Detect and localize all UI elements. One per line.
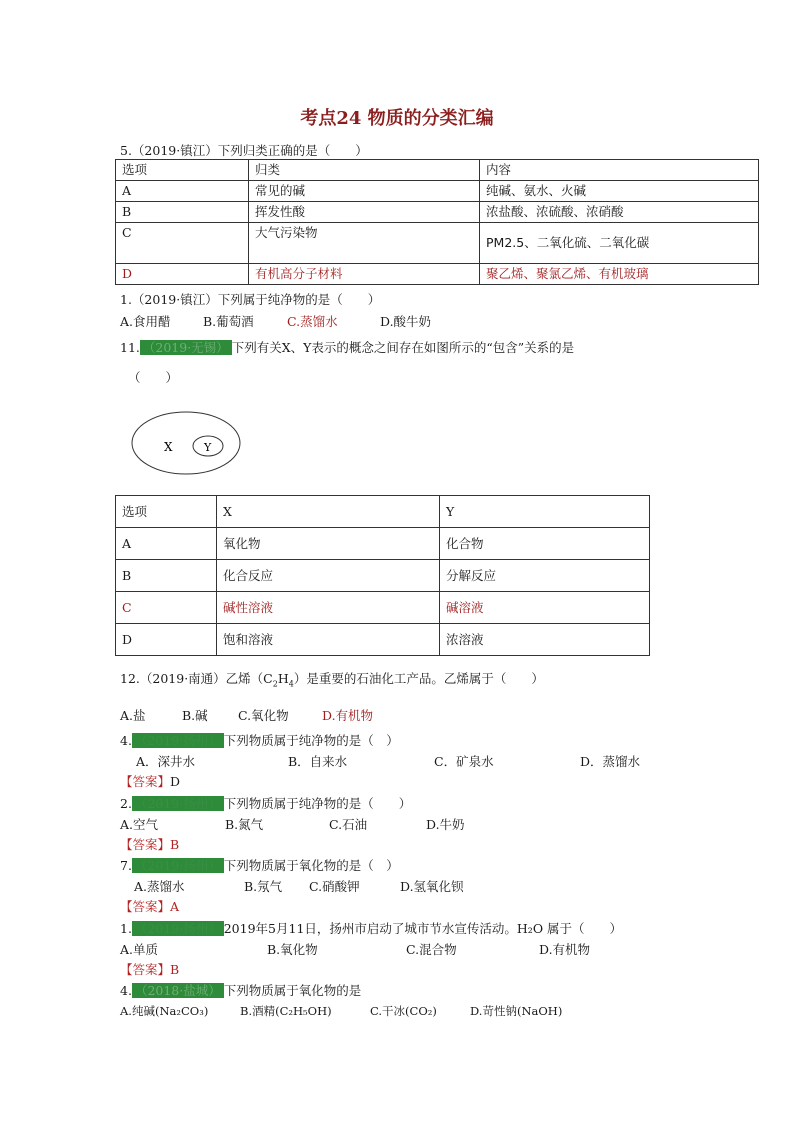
table-cell: 化合反应	[217, 560, 440, 592]
stem-text: 下列有关X、Y表示的概念之间存在如图所示的“包含”关系的是	[231, 340, 575, 355]
label-y: Y	[204, 441, 212, 454]
question-1a-option: B.葡萄酒	[203, 314, 254, 329]
answer-value: A	[170, 899, 180, 914]
question-4b-option: C.干冰(CO₂)	[370, 1004, 437, 1018]
table-row	[116, 592, 650, 624]
table-cell: 常见的碱	[249, 181, 480, 202]
question-12-option-answer: D.有机物	[322, 708, 374, 723]
question-7-option: B.氖气	[244, 879, 283, 894]
table-header-row	[116, 496, 650, 528]
question-2-option: C.石油	[329, 817, 368, 832]
question-2-option: A.空气	[120, 817, 159, 832]
question-number: 11.	[120, 340, 140, 355]
question-1b-answer	[120, 960, 179, 978]
stem-text: 下列物质属于纯净物的是（ ）	[223, 796, 412, 811]
table-row	[116, 223, 759, 264]
question-4a-option: B．自来水	[288, 754, 348, 769]
answer-value: D	[170, 774, 181, 789]
source-tag: （2019·扬州）	[132, 796, 224, 811]
question-number: 7.	[120, 858, 132, 873]
stem-text: 下列物质属于纯净物的是（ ）	[223, 733, 399, 748]
table-row	[116, 528, 650, 560]
answer-label: 【答案】	[120, 899, 171, 914]
question-2-stem	[120, 794, 411, 812]
table-cell: 聚乙烯、聚氯乙烯、有机玻璃	[480, 264, 759, 285]
table-header: Y	[440, 496, 650, 528]
table-cell: D	[116, 624, 217, 656]
stem-text: ）是重要的石油化工产品。乙烯属于（ ）	[293, 671, 544, 686]
question-4a-answer	[120, 772, 180, 790]
question-1b-stem	[120, 919, 622, 937]
question-12-option: A.盐	[120, 708, 146, 723]
question-4a-option: A．深井水	[136, 754, 196, 769]
source-tag: （2018·盐城）	[132, 983, 224, 998]
question-2-answer	[120, 835, 179, 853]
table-header: X	[217, 496, 440, 528]
table-cell: 有机高分子材料	[249, 264, 480, 285]
question-11-paren: （ ）	[128, 370, 179, 385]
question-number: 2.	[120, 796, 132, 811]
question-number: 1.	[120, 921, 132, 936]
table-row	[116, 202, 759, 223]
table-cell: 饱和溶液	[217, 624, 440, 656]
outer-ellipse	[132, 412, 240, 474]
question-7-answer	[120, 897, 179, 915]
table-header-row	[116, 160, 759, 181]
question-2-option: B.氮气	[225, 817, 264, 832]
stem-text: H	[277, 671, 289, 686]
table-cell: A	[116, 528, 217, 560]
question-7-option: D.氢氧化钡	[400, 879, 464, 894]
question-1b-option: B.氧化物	[267, 942, 318, 957]
table-cell: 纯碱、氨水、火碱	[480, 181, 759, 202]
question-5-stem: 5.（2019·镇江）下列归类正确的是（ ）	[120, 143, 368, 158]
question-7-option: C.硝酸钾	[309, 879, 360, 894]
source-tag: （2019·扬州）	[132, 733, 224, 748]
table-cell: 分解反应	[440, 560, 650, 592]
table-cell: C	[116, 223, 249, 264]
table-row	[116, 624, 650, 656]
source-tag: （2019·扬州）	[132, 858, 224, 873]
table-cell: A	[116, 181, 249, 202]
table-row	[116, 560, 650, 592]
question-4b-stem	[120, 981, 361, 999]
question-1a-option: D.酸牛奶	[380, 314, 432, 329]
question-1a-option-answer: C.蒸馏水	[287, 314, 338, 329]
page-title: 考点24 物质的分类汇编	[300, 108, 494, 129]
table-header: 内容	[480, 160, 759, 181]
question-4a-option: C．矿泉水	[434, 754, 494, 769]
source-tag: （2019·扬州）	[132, 921, 224, 936]
question-7-option: A.蒸馏水	[134, 879, 185, 894]
source-tag: （2019·无锡）	[140, 340, 232, 355]
table-cell: 碱性溶液	[217, 592, 440, 624]
table-row	[116, 264, 759, 285]
table-cell: B	[116, 202, 249, 223]
inclusion-diagram	[128, 408, 244, 476]
question-number: 4.	[120, 733, 132, 748]
answer-label: 【答案】	[120, 962, 171, 977]
table-header: 归类	[249, 160, 480, 181]
label-x: X	[164, 440, 173, 454]
table-cell: D	[116, 264, 249, 285]
table-cell: 碱溶液	[440, 592, 650, 624]
question-2-option: D.牛奶	[426, 817, 465, 832]
question-4a-option: D．蒸馏水	[580, 754, 641, 769]
question-12-option: B.碱	[182, 708, 208, 723]
question-1a-option: A.食用醋	[120, 314, 171, 329]
question-1b-option: A.单质	[120, 942, 159, 957]
table-cell: C	[116, 592, 217, 624]
table-cell: 挥发性酸	[249, 202, 480, 223]
table-row	[116, 181, 759, 202]
answer-value: B	[170, 837, 180, 852]
question-5-table	[115, 159, 759, 285]
question-12-option: C.氧化物	[238, 708, 289, 723]
table-cell: 氧化物	[217, 528, 440, 560]
table-cell: 浓溶液	[440, 624, 650, 656]
question-4b-option: D.苛性钠(NaOH)	[470, 1004, 563, 1018]
table-cell: 化合物	[440, 528, 650, 560]
subscript: 4	[288, 679, 294, 689]
table-cell: 浓盐酸、浓硫酸、浓硝酸	[480, 202, 759, 223]
subscript: 2	[272, 679, 278, 689]
stem-text: 12.（2019·南通）乙烯（C	[120, 671, 273, 686]
question-4a-stem	[120, 731, 399, 749]
question-4b-option: B.酒精(C₂H₅OH)	[240, 1004, 332, 1018]
question-12-stem	[120, 669, 544, 689]
table-header: 选项	[116, 160, 249, 181]
question-1a-stem: 1.（2019·镇江）下列属于纯净物的是（ ）	[120, 292, 381, 307]
question-7-stem	[120, 856, 399, 874]
stem-text: 下列物质属于氧化物的是	[223, 983, 362, 998]
question-11-stem	[120, 338, 574, 356]
question-1b-option: D.有机物	[539, 942, 591, 957]
table-cell: B	[116, 560, 217, 592]
question-4b-option: A.纯碱(Na₂CO₃)	[120, 1004, 209, 1018]
answer-label: 【答案】	[120, 774, 171, 789]
question-11-table	[115, 495, 650, 656]
table-cell-pm	[480, 223, 759, 264]
pm25-text: PM2.5、二氧化硫、二氧化碳	[486, 235, 650, 250]
question-number: 4.	[120, 983, 132, 998]
table-header: 选项	[116, 496, 217, 528]
stem-text: 2019年5月11日，扬州市启动了城市节水宣传活动。H₂O 属于（ ）	[223, 921, 623, 936]
answer-label: 【答案】	[120, 837, 171, 852]
stem-text: 下列物质属于氧化物的是（ ）	[223, 858, 399, 873]
answer-value: B	[170, 962, 180, 977]
question-1b-option: C.混合物	[406, 942, 457, 957]
table-cell: 大气污染物	[249, 223, 480, 264]
